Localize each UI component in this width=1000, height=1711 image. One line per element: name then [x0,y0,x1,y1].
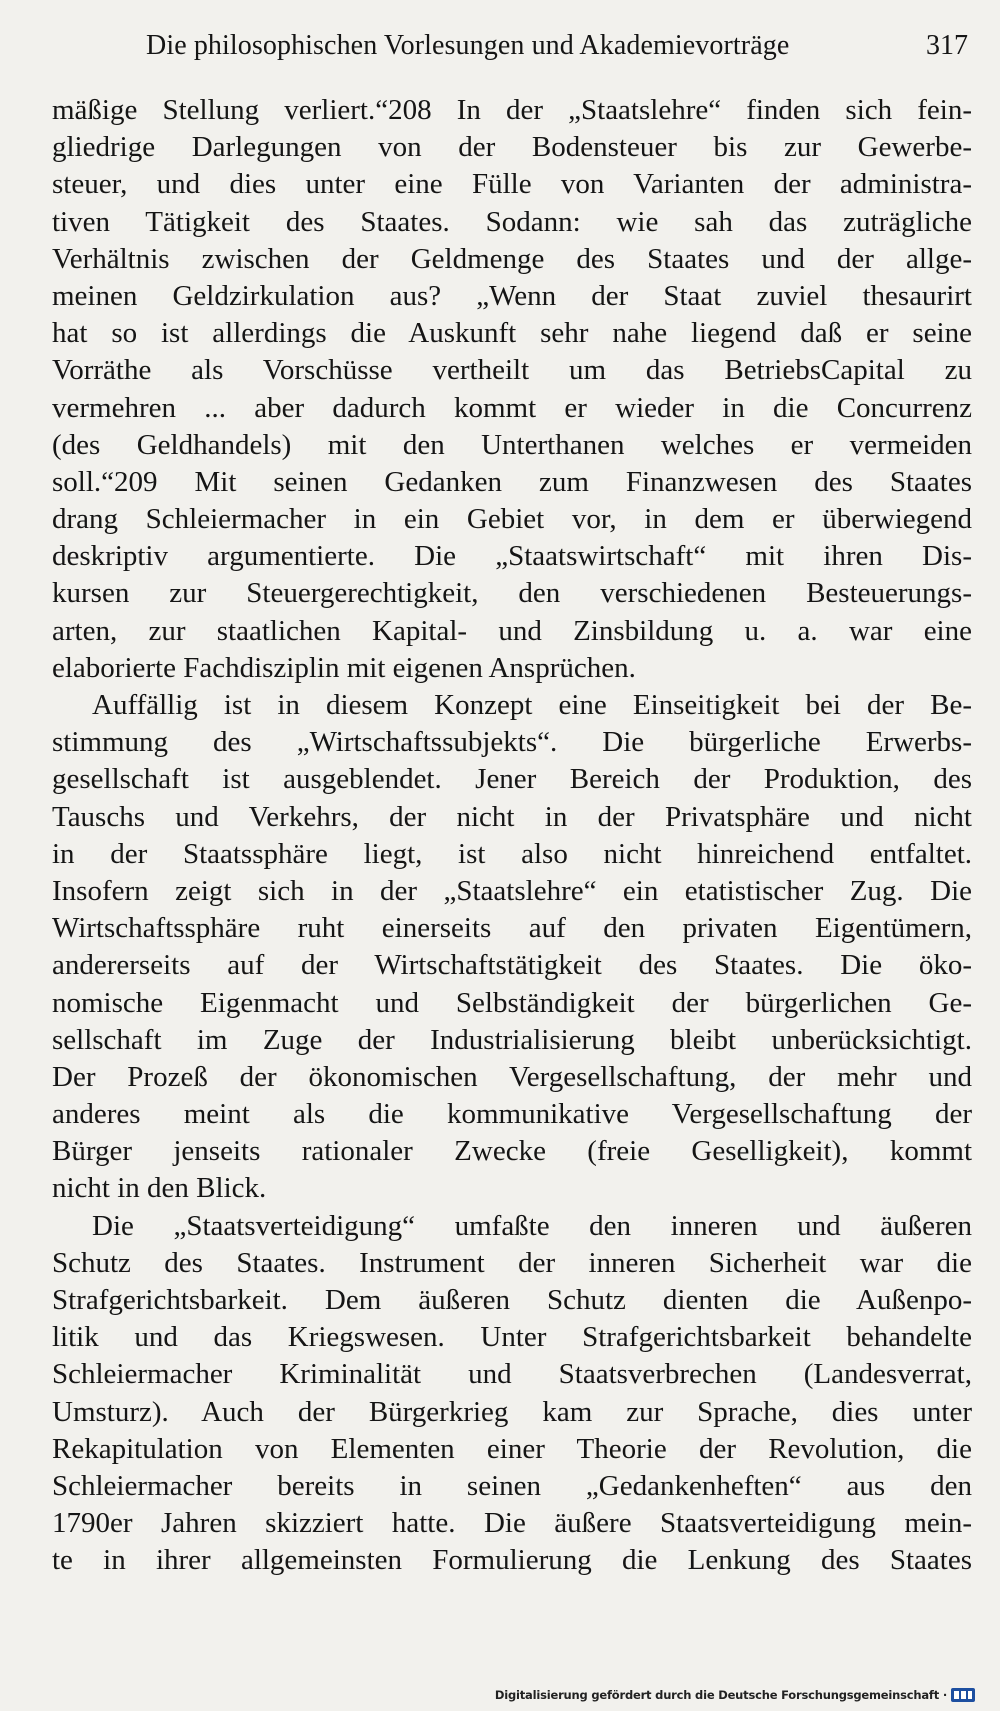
text-line: Schutz des Staates. Instrument der inneren Sicherheit war die [52,1246,972,1279]
paragraph-end-line: nicht in den Blick. [52,1172,267,1205]
text-line: gesellschaft ist ausgeblendet. Jener Bereich der Produktion, des [52,763,972,796]
text-line: meinen Geldzirkulation aus? „Wenn der Staat zuviel thesaurirt [52,279,972,312]
text-line: Der Prozeß der ökonomischen Vergesellschaftung, der mehr und [52,1060,972,1093]
funding-note: Digitalisierung gefördert durch die Deutsche Forschungsgemeinschaft · [494,1688,947,1702]
body-text [52,92,972,1580]
text-line: anderes meint als die kommunikative Vergesellschaftung der [52,1098,972,1131]
text-line: Umsturz). Auch der Bürgerkrieg kam zur Sprache, dies unter [52,1395,972,1428]
text-line: Tauschs und Verkehrs, der nicht in der Privatsphäre und nicht [52,800,972,833]
text-line: deskriptiv argumentierte. Die „Staatswirtschaft“ mit ihren Dis- [52,540,972,573]
text-line: Verhältnis zwischen der Geldmenge des Staates und der allge- [52,242,972,275]
text-line: Wirtschaftssphäre ruht einerseits auf den privaten Eigentümern, [52,912,972,945]
digitization-footer [495,1687,975,1703]
text-line: Rekapitulation von Elementen einer Theorie der Revolution, die [52,1432,972,1465]
paragraph-start-line: Auffällig ist in diesem Konzept eine Einseitigkeit bei der Be- [92,689,972,721]
text-line: mäßige Stellung verliert.“208 In der „Staatslehre“ finden sich fein- [52,94,972,126]
text-line: steuer, und dies unter eine Fülle von Varianten der administra- [52,168,972,201]
running-head [146,28,968,64]
page-number: 317 [926,30,968,61]
text-line: litik und das Kriegswesen. Unter Strafgerichtsbarkeit behandelte [52,1321,972,1354]
text-line: Bürger jenseits rationaler Zwecke (freie Geselligkeit), kommt [52,1135,972,1168]
text-line: Insofern zeigt sich in der „Staatslehre“ ein etatistischer Zug. Die [52,874,972,907]
text-line: Schleiermacher bereits in seinen „Gedankenheften“ aus den [52,1469,972,1502]
text-line: stimmung des „Wirtschaftssubjekts“. Die bürgerliche Erwerbs- [52,726,972,759]
text-line: Strafgerichtsbarkeit. Dem äußeren Schutz dienten die Außenpo- [52,1284,972,1316]
paragraph-end-line: elaborierte Fachdisziplin mit eigenen Ansprüchen. [52,651,636,684]
text-line: 1790er Jahren skizziert hatte. Die äußere Staatsverteidigung mein- [52,1507,972,1540]
text-line: andererseits auf der Wirtschaftstätigkeit des Staates. Die öko- [52,949,972,982]
text-line: te in ihrer allgemeinsten Formulierung die Lenkung des Staates [52,1544,972,1577]
paragraph-start-line: Die „Staatsverteidigung“ umfaßte den inneren und äußeren [92,1209,972,1242]
running-head-title: Die philosophischen Vorlesungen und Akademievorträge [146,30,790,61]
dfg-logo [951,1688,975,1702]
text-line: (des Geldhandels) mit den Unterthanen welches er vermeiden [52,428,972,461]
text-line: sellschaft im Zuge der Industrialisierung bleibt unberücksichtigt. [52,1023,972,1056]
text-line: soll.“209 Mit seinen Gedanken zum Finanzwesen des Staates [52,465,972,498]
text-line: nomische Eigenmacht und Selbständigkeit der bürgerlichen Ge- [52,986,972,1019]
text-line: Vorräthe als Vorschüsse vertheilt um das BetriebsCapital zu [52,354,972,387]
text-line: arten, zur staatlichen Kapital- und Zinsbildung u. a. war eine [52,614,972,647]
text-line: vermehren ... aber dadurch kommt er wieder in die Concurrenz [52,391,972,424]
text-line: in der Staatssphäre liegt, ist also nicht hinreichend entfaltet. [52,837,972,870]
text-line: tiven Tätigkeit des Staates. Sodann: wie sah das zuträgliche [52,205,972,238]
text-line: Schleiermacher Kriminalität und Staatsverbrechen (Landesverrat, [52,1358,972,1391]
text-line: kursen zur Steuergerechtigkeit, den verschiedenen Besteuerungs- [52,577,972,610]
text-line: drang Schleiermacher in ein Gebiet vor, in dem er überwiegend [52,503,972,536]
text-line: gliedrige Darlegungen von der Bodensteuer bis zur Gewerbe- [52,131,972,164]
text-line: hat so ist allerdings die Auskunft sehr nahe liegend daß er seine [52,317,972,350]
